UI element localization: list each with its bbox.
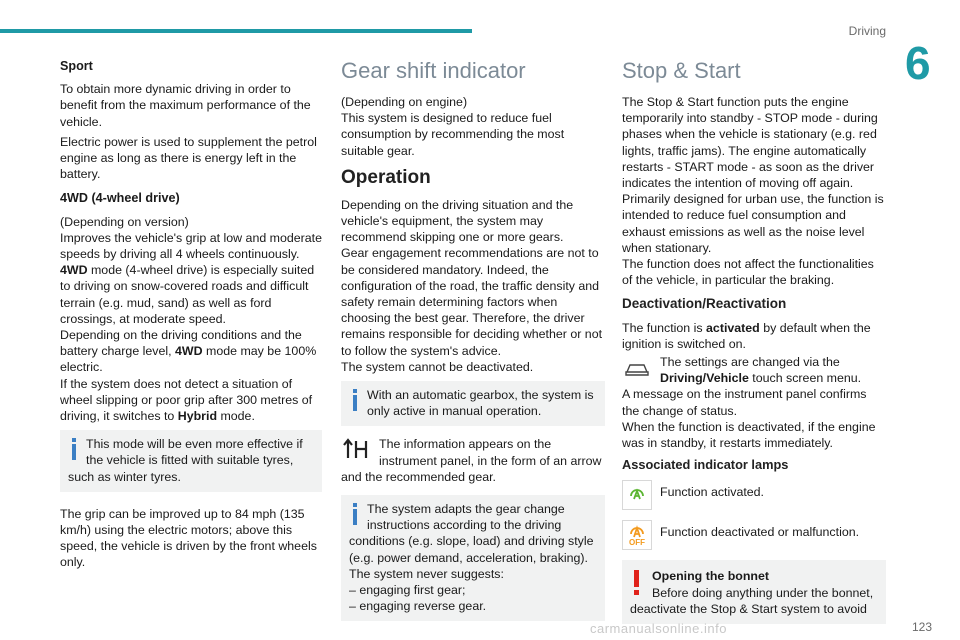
lamp-on-text: Function activated. — [660, 485, 765, 500]
auto-gearbox-note — [341, 381, 605, 426]
bonnet-warning-text: Before doing anything under the bonnet, deactivate the Stop & Start system to avoid — [630, 585, 874, 616]
awd-bold: 4WD — [60, 263, 88, 278]
sport-heading: Sport — [60, 59, 93, 73]
stop-start-text-1: The Stop & Start function puts the engine temporarily into standby - STOP mode - during phases when the vehicle is stationary (e.g. red lights, traffic jams). The engine automatically restarts - START mode - as soon as the driver indicates the intention of moving off again. — [622, 95, 878, 191]
indicator-lamps-heading: Associated indicator lamps — [622, 457, 789, 473]
awd-heading: 4WD (4-wheel drive) — [60, 191, 180, 206]
chapter-title: Driving — [848, 24, 886, 38]
stop-start-text-2: Primarily designed for urban use, the function is intended to reduce fuel consumption and exhaust emissions as well as the noise level when stationary. — [622, 192, 884, 255]
stop-start-heading: Stop & Start — [622, 58, 741, 83]
warning-icon — [634, 570, 640, 596]
operation-text-3: The system cannot be deactivated. — [341, 359, 534, 374]
gear-purpose-text: This system is designed to reduce fuel consumption by recommending the most suitable gear. — [341, 111, 565, 158]
watermark: carmanualsonline.info — [590, 621, 727, 636]
awd-mode-rest: mode (4-wheel drive) is especially suited to driving on snow-covered roads and difficult terrain (e.g. mud, sand) as well as ford crossings, at moderate speed. — [60, 263, 315, 326]
operation-text-2: Gear engagement recommendations are not to be considered mandatory. Indeed, the configuration of the road, the traffic density and safety remain determining factors when choosing the best gear. Therefore, the driver remains responsible for deciding whether or not to follow the system's advice. — [341, 246, 603, 358]
awd-charge-bold: 4WD — [175, 344, 203, 359]
stop-start-off-icon — [622, 520, 652, 550]
gear-indicator-text: The information appears on the instrument panel, in the form of an arrow and the recommended gear. — [341, 437, 602, 484]
stop-start-text-3: The function does not affect the functionalities of the vehicle, in particular the braking. — [622, 257, 874, 288]
awd-slip-text — [60, 376, 322, 425]
auto-gearbox-note-text: With an automatic gearbox, the system is only active in manual operation. — [367, 388, 594, 419]
awd-charge-a: Depending on the driving conditions and the battery charge level, — [60, 328, 302, 359]
gear-adapt-text: The system adapts the gear change instructions according to the driving conditions (e.g. slope, load) and driving style (e.g. power demand, acceleration, braking). — [349, 502, 594, 565]
sport-text: To obtain more dynamic driving in order to benefit from the maximum performance of the vehicle. — [60, 82, 311, 129]
deactivation-text-1 — [622, 320, 886, 352]
gear-never-list — [349, 582, 597, 614]
info-note — [60, 430, 322, 492]
list-item: – engaging first gear; — [349, 582, 597, 598]
column-2 — [341, 58, 605, 631]
operation-text-1: Depending on the driving situation and the vehicle's equipment, the system may recommend skipping one or more gears. — [341, 197, 574, 245]
settings-b: touch screen menu. — [748, 371, 862, 386]
gear-engine-text: (Depending on engine) — [341, 95, 468, 109]
lamp-on-row — [622, 480, 886, 510]
grip-text: The grip can be improved up to 84 mph (135 km/h) using the electric motors; above this speed, the vehicle is driven by the front wheels only. — [60, 506, 317, 570]
awd-charge-b: mode may be 100% electric. — [60, 344, 317, 375]
info-note-text: This mode will be even more effective if the vehicle is fitted with suitable tyres, such as winter tyres. — [68, 437, 303, 484]
gear-adapt-note — [341, 495, 605, 621]
lamp-off-text: Function deactivated or malfunction. — [660, 525, 860, 540]
awd-slip-bold: Hybrid — [177, 409, 218, 424]
settings-a: The settings are changed via the — [660, 355, 840, 370]
awd-version: (Depending on version) — [60, 214, 189, 229]
awd-mode-text — [60, 262, 322, 327]
deactivation-heading: Deactivation/Reactivation — [622, 296, 787, 312]
chapter-progress-bar — [0, 29, 472, 33]
deactivation-text-3: A message on the instrument panel confirms the change of status. — [622, 387, 867, 418]
page-number: 123 — [911, 620, 932, 634]
gear-never-text: The system never suggests: — [349, 566, 504, 581]
settings-text — [660, 355, 861, 385]
chapter-number: 6 — [905, 37, 931, 89]
deact-a: The function is — [622, 320, 707, 335]
awd-text: Improves the vehicle's grip at low and moderate speeds by driving all 4 wheels continuously. — [60, 230, 323, 262]
gear-shift-arrow-icon — [341, 436, 371, 462]
operation-heading: Operation — [341, 166, 431, 188]
settings-row — [622, 354, 886, 386]
gear-shift-heading: Gear shift indicator — [341, 58, 526, 83]
info-icon — [70, 438, 78, 460]
lamp-off-label: OFF — [629, 538, 645, 548]
sport-text-2: Electric power is used to supplement the petrol engine as long as there is energy left in the battery. — [60, 134, 317, 182]
stop-start-on-icon — [622, 480, 652, 510]
car-icon — [622, 354, 652, 384]
list-item: – engaging reverse gear. — [349, 598, 597, 614]
lamp-off-row — [622, 520, 886, 550]
deact-b: by default when the ignition is switched on. — [622, 320, 871, 351]
awd-slip-b: mode. — [217, 409, 255, 424]
gear-indicator-row — [341, 436, 605, 485]
column-3 — [622, 58, 886, 634]
deact-bold: activated — [706, 320, 760, 335]
bonnet-warning — [622, 560, 886, 624]
bonnet-warning-title: Opening the bonnet — [652, 569, 770, 584]
awd-charge-text — [60, 327, 322, 376]
settings-bold: Driving/Vehicle — [660, 371, 749, 386]
deactivation-text-4: When the function is deactivated, if the engine was in standby, it restarts immediately. — [622, 419, 876, 451]
info-icon — [351, 503, 359, 525]
awd-slip-a: If the system does not detect a situation of wheel slipping or poor grip after 300 metres of driving, it switches to — [60, 376, 313, 424]
info-icon — [351, 389, 359, 411]
column-1 — [60, 58, 322, 575]
